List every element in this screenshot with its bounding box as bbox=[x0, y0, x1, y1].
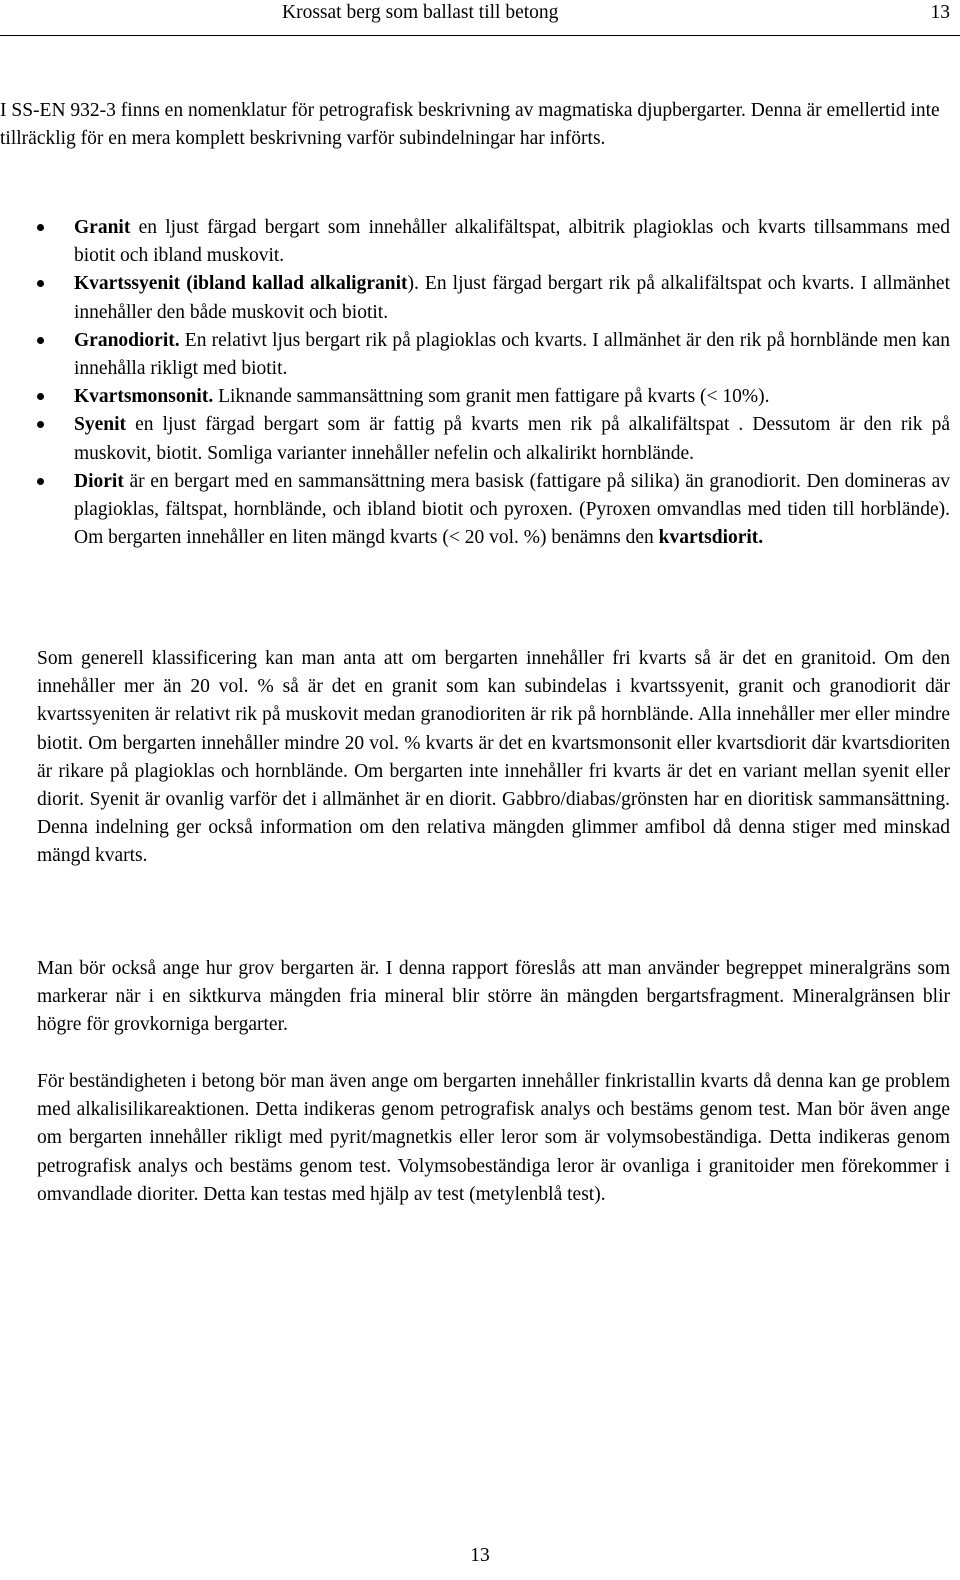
bullet-text: en ljust färgad bergart som innehåller alkalifältspat, albitrik plagioklas och kvarts tillsammans med biotit och ibland muskovit. bbox=[74, 217, 950, 267]
bullet-term: Kvartsmonsonit. bbox=[74, 386, 214, 408]
bullet-term: Diorit bbox=[74, 470, 124, 492]
rock-type-list bbox=[74, 214, 950, 552]
list-item bbox=[74, 411, 950, 467]
bullet-term: Kvartssyenit (ibland kallad alkaligranit bbox=[74, 273, 408, 295]
durability-paragraph: För beständigheten i betong bör man även ange om bergarten innehåller finkristallin kvarts då denna kan ge problem med alkalisilikareaktionen. Detta indikeras genom petrografisk analys och bestäms genom test. Man bör även ange om bergarten innehåller rikligt med pyrit/magnetkis eller leror som är volymsobeständiga. Detta indikeras genom petrografisk analys och bestäms genom test. Volymsobeständiga leror är ovanliga i granitoider men förekommer i omvandlade dioriter. Detta kan testas med hjälp av test (metylenblå test). bbox=[37, 1071, 950, 1205]
intro-paragraph: I SS-EN 932-3 finns en nomenklatur för petrografisk beskrivning av magmatiska djupbergarter. Denna är emellertid inte tillräcklig för en mera komplett beskrivning varför subindelningar har införts. bbox=[0, 100, 940, 150]
bullet-text: är en bergart med en sammansättning mera basisk (fattigare på silika) än granodiorit. Den domineras av plagioklas, fältspat, hornblände, och ibland biotit och pyroxen. (Pyroxen omvandlas med tiden till horblände). Om bergarten innehåller en liten mängd kvarts (< 20 vol. %) benämns den bbox=[74, 470, 950, 549]
list-item bbox=[74, 383, 950, 411]
list-item bbox=[74, 270, 950, 326]
bullet-term-suffix: kvartsdiorit. bbox=[658, 527, 764, 549]
bullet-text: en ljust färgad bergart som är fattig på kvarts men rik på alkalifältspat . Dessutom är den rik på muskovit, biotit. Somliga varianter innehåller nefelin och alkalirikt hornblände. bbox=[74, 414, 950, 464]
bullet-text: ). En ljust färgad bergart rik på alkalifältspat och kvarts. I allmänhet innehåller den både muskovit och biotit. bbox=[74, 273, 950, 323]
list-item bbox=[74, 327, 950, 383]
header-page-number: 13 bbox=[930, 2, 950, 23]
list-item bbox=[74, 468, 950, 553]
list-item bbox=[74, 214, 950, 270]
classification-paragraph: Som generell klassificering kan man anta att om bergarten innehåller fri kvarts så är det en granitoid. Om den innehåller mer än 20 vol. % så är det en granit som kan subindelas i kvartssyenit, granit och granodiorit där kvartssyeniten är relativt rik på muskovit medan granodioriten är rik på hornblände. Alla innehåller mer eller mindre biotit. Om bergarten innehåller mindre 20 vol. % kvarts är det en kvartsmonsonit eller kvartsdiorit där kvartsdioriten är rikare på plagioklas och hornblände. Om bergarten inte innehåller fri kvarts är det en variant mellan syenit eller diorit. Syenit är ovanlig varför det i allmänhet är en diorit. Gabbro/diabas/grönsten har en dioritisk sammansättning. Denna indelning ger också information om den relativa mängden glimmer amfibol då denna stiger med minskad mängd kvarts. bbox=[37, 648, 950, 867]
page-header bbox=[0, 2, 960, 36]
header-title: Krossat berg som ballast till betong bbox=[282, 2, 559, 23]
footer-page-number: 13 bbox=[470, 1545, 490, 1566]
bullet-term: Granodiorit. bbox=[74, 329, 180, 351]
bullet-term: Syenit bbox=[74, 414, 127, 436]
mineral-limit-paragraph: Man bör också ange hur grov bergarten är. I denna rapport föreslås att man använder begreppet mineralgräns som markerar när i en siktkurva mängden fria mineral blir större än mängden bergartsfragment. Mineralgränsen blir högre för grovkorniga bergarter. bbox=[37, 958, 950, 1036]
bullet-text: En relativt ljus bergart rik på plagioklas och kvarts. I allmänhet är den rik på hornblände men kan innehålla rikligt med biotit. bbox=[74, 329, 950, 380]
bullet-term: Granit bbox=[74, 217, 131, 238]
bullet-text: Liknande sammansättning som granit men fattigare på kvarts (< 10%). bbox=[213, 386, 770, 408]
